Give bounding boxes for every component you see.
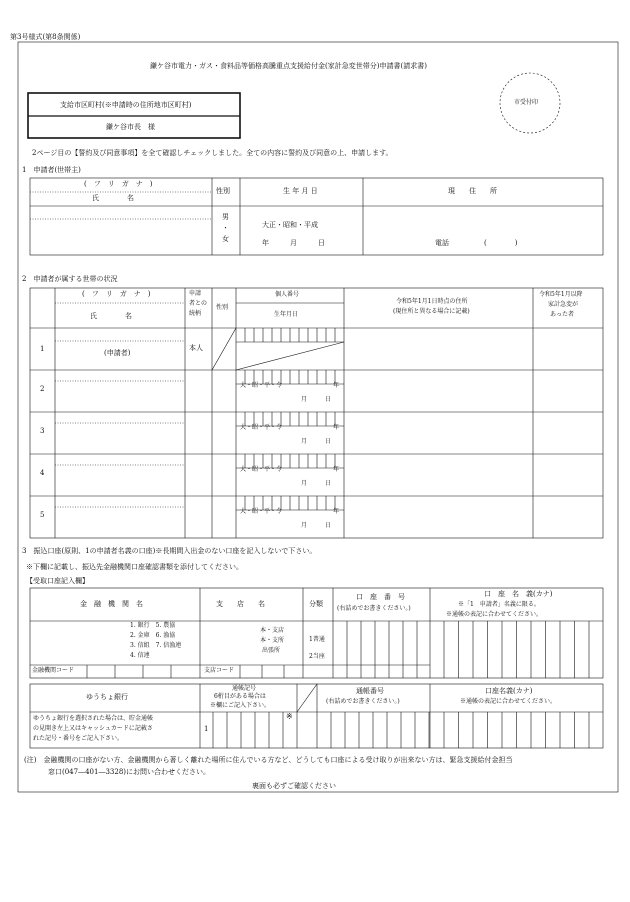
s2-row-number: 3: [40, 427, 45, 435]
category-label: 分類: [309, 600, 323, 608]
s2-row-number: 2: [40, 385, 45, 393]
bank-type-3: 3. 信組 7. 信漁連: [130, 642, 182, 649]
s3-box-title: 【受取口座記入欄】: [26, 577, 89, 585]
yucho-holder-note: ※通帳の表記に合わせてください。: [460, 698, 557, 705]
addressee-line1: 支給市区町村(※申請時の住所地市区町村): [60, 101, 192, 109]
s2-row-number: 5: [40, 511, 45, 519]
form-id: 第3号様式(第8条関係): [10, 33, 81, 41]
s2-row-era: 大・昭・平・令: [240, 424, 283, 431]
s1-gender-female: 女: [222, 235, 229, 243]
yucho-holder-label: 口座名義(カナ): [485, 687, 533, 695]
section2-heading: 2 申請者が属する世帯の状況: [22, 275, 118, 283]
s2-furigana-label: ( フ リ ガ ナ ): [82, 290, 151, 298]
yucho-note-2: の見開き左上又はキャッシュカードに記載さ: [33, 725, 153, 732]
account-no-note: (右詰めでお書きください。): [337, 605, 411, 612]
s1-name-label: 氏 名: [92, 194, 134, 202]
bank-type-2: 2. 金庫 6. 漁協: [130, 632, 176, 639]
bango-label: 通帳番号: [356, 687, 384, 695]
s2-name-label: 氏 名: [90, 312, 132, 320]
branch-name-label: 支 店 名: [216, 600, 265, 608]
consent-text: 2ページ目の【誓約及び同意事項】を全て確認しチェックしました。全ての内容に誓約及び同意の上、申請します。: [32, 149, 393, 157]
bank-type-4: 4. 信連: [130, 652, 150, 659]
footer-note-1: (注) 金融機関の口座がない方、金融機関から著しく離れた場所に住んでいる方など、どうしても口座による受け取りが出来ない方は、緊急支援給付金担当: [24, 756, 513, 764]
kigo-asterisk: ※: [286, 712, 293, 721]
s2-relation-1: 申請: [189, 290, 202, 297]
bank-type-1: 1. 銀行 5. 農協: [130, 622, 176, 629]
s2-address-label-2: (現住所と異なる場合に記載): [393, 308, 470, 315]
branch-type-1: 本・支店: [260, 627, 285, 634]
holder-note-1: ※「1 申請者」名義に限る。: [458, 601, 540, 608]
bank-name-label: 金 融 機 関 名: [80, 600, 143, 608]
s1-gender-dot: ・: [222, 224, 229, 232]
yucho-label: ゆうちょ銀行: [86, 693, 128, 701]
back-note: 裏面も必ずご確認ください: [252, 782, 336, 790]
footer-note-2: 窓口(047―401―3328)にお問い合わせください。: [48, 768, 210, 776]
holder-note-2: ※通帳の表記に合わせてください。: [446, 611, 543, 618]
holder-label: 口 座 名 義(カナ): [484, 590, 553, 598]
s2-row-era: 大・昭・平・令: [240, 508, 283, 515]
bank-code-label: 金融機関コード: [32, 667, 75, 674]
category-type-1: 1普通: [309, 636, 325, 643]
s2-row-year: 年: [333, 466, 340, 473]
kigo-note-1: 6桁目がある場合は: [214, 693, 266, 700]
section3-heading: 3 振込口座(原則、1の申請者名義の口座)※長期間入出金のない口座を記入しないで下さい。: [22, 547, 317, 555]
s1-gender-male: 男: [222, 213, 229, 221]
s2-self-label: 本人: [189, 344, 203, 352]
kigo-label: 通帳記号: [232, 685, 257, 692]
s1-ymd: 年 月 日: [262, 239, 325, 247]
branch-type-3: 出張所: [262, 647, 281, 654]
s2-row-md: 月 日: [301, 480, 332, 487]
yucho-note-1: ゆうちょ銀行を選択された場合は、貯金通帳: [33, 715, 154, 722]
s2-row-era: 大・昭・平・令: [240, 382, 283, 389]
section1-heading: 1 申請者(世帯主): [22, 166, 81, 174]
s2-gender-label: 性別: [216, 304, 229, 311]
s1-furigana-label: ( フ リ ガ ナ ): [84, 180, 153, 188]
s2-row-md: 月 日: [301, 522, 332, 529]
yucho-note-3: れた記号・番号をご記入下さい。: [33, 735, 124, 742]
s2-change-label-3: あった者: [550, 311, 574, 318]
category-type-2: 2当座: [309, 653, 325, 660]
page-title: 鎌ケ谷市電力・ガス・食料品等価格高騰重点支援給付金(家計急変世帯分)申請書(請求書): [150, 62, 427, 70]
s2-row-number: 4: [40, 469, 45, 477]
account-no-label: 口 座 番 号: [356, 593, 405, 601]
s1-address-label: 現 住 所: [448, 187, 497, 195]
branch-code-label: 支店コード: [204, 667, 235, 674]
kigo-first-digit: 1: [204, 725, 209, 733]
s3-note: ※下欄に記載し、振込先金融機関口座確認書類を添付してください。: [26, 563, 243, 571]
s1-era: 大正・昭和・平成: [262, 221, 318, 229]
s2-row-year: 年: [333, 382, 340, 389]
s2-change-label-1: 令和5年1月以降: [539, 291, 583, 298]
bango-note: (右詰めでお書きください。): [326, 698, 400, 705]
s2-mynumber-label: 個人番号: [275, 291, 300, 298]
s2-row-md: 月 日: [301, 438, 332, 445]
s2-applicant-label: (申請者): [104, 349, 131, 357]
s2-row-year: 年: [333, 424, 340, 431]
addressee-line2: 鎌ケ谷市長 様: [106, 123, 155, 131]
s2-row-year: 年: [333, 508, 340, 515]
s2-row-era: 大・昭・平・令: [240, 466, 283, 473]
s2-row-md: 月 日: [301, 396, 332, 403]
s1-dob-label: 生 年 月 日: [283, 187, 318, 195]
stamp-label: 市受付印: [514, 99, 539, 106]
s2-change-label-2: 家計急変が: [548, 301, 579, 308]
s2-relation-2: 者との: [189, 300, 208, 307]
s1-gender-label: 性別: [216, 187, 230, 195]
s1-phone: 電話 ( ): [435, 239, 518, 247]
branch-type-2: 本・支所: [260, 637, 285, 644]
s2-relation-3: 続柄: [189, 310, 202, 317]
kigo-note-2: ※欄にご記入下さい。: [210, 702, 271, 709]
s2-row-number: 1: [40, 345, 45, 353]
s2-dob-label: 生年月日: [274, 311, 299, 318]
s2-address-label-1: 令和5年1月1日時点の住所: [396, 298, 468, 305]
